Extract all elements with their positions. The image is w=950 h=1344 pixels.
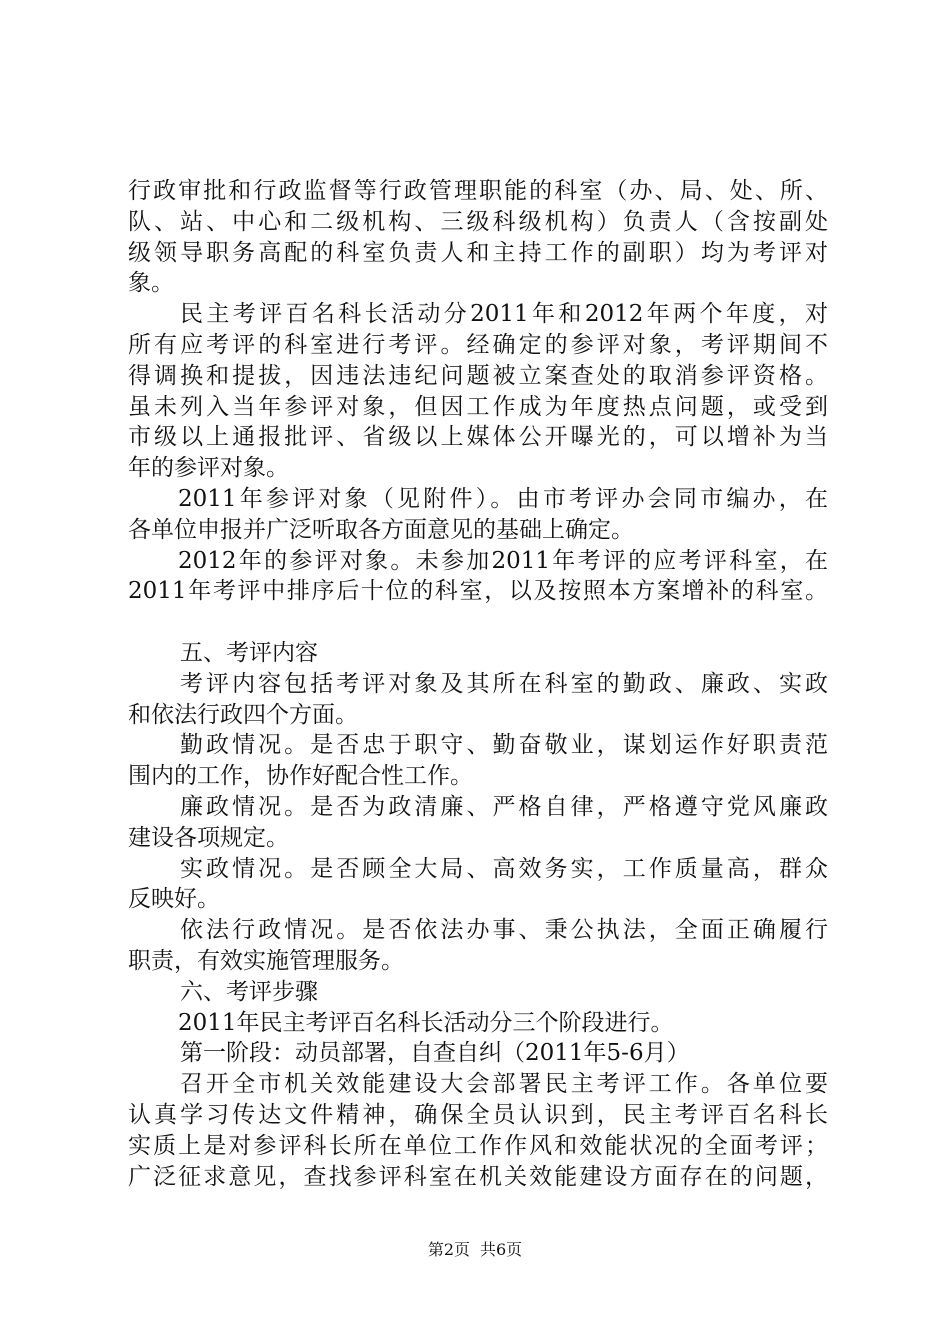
paragraph-line: 2011年考评中排序后十位的科室，以及按照本方案增补的科室。 — [128, 578, 828, 605]
page-total: 共6页 — [480, 1240, 523, 1259]
paragraph-line: 职责，有效实施管理服务。 — [128, 947, 404, 974]
paragraph-line: 得调换和提拔，因违法违纪问题被立案查处的取消参评资格。 — [128, 362, 828, 389]
paragraph-line: 级领导职务高配的科室负责人和主持工作的副职）均为考评对 — [128, 239, 828, 266]
paragraph-line: 所有应考评的科室进行考评。经确定的参评对象，考评期间不 — [128, 331, 828, 358]
paragraph-line: 年的参评对象。 — [128, 455, 289, 482]
document-body — [128, 176, 828, 1192]
paragraph-line: 和依法行政四个方面。 — [128, 701, 358, 728]
page-footer — [0, 1240, 950, 1260]
page-number: 第2页 — [427, 1240, 470, 1259]
paragraph-line: 实政情况。是否顾全大局、高效务实，工作质量高，群众 — [180, 855, 828, 882]
paragraph-line: 队、站、中心和二级机构、三级科级机构）负责人（含按副处 — [128, 208, 828, 235]
paragraph-line: 市级以上通报批评、省级以上媒体公开曝光的，可以增补为当 — [128, 424, 828, 451]
paragraph-line: 行政审批和行政监督等行政管理职能的科室（办、局、处、所、 — [128, 178, 828, 204]
paragraph-line: 围内的工作，协作好配合性工作。 — [128, 763, 473, 790]
paragraph-line: 广泛征求意见，查找参评科室在机关效能建设方面存在的问题， — [128, 1163, 828, 1190]
paragraph-line: 2012年的参评对象。未参加2011年考评的应考评科室，在 — [178, 547, 828, 574]
paragraph-line: 2011年民主考评百名科长活动分三个阶段进行。 — [178, 1009, 674, 1036]
paragraph-line: 认真学习传达文件精神，确保全员认识到，民主考评百名科长 — [128, 1101, 828, 1128]
section-heading: 六、考评步骤 — [180, 978, 318, 1005]
paragraph-line: 民主考评百名科长活动分2011年和2012年两个年度，对 — [180, 301, 828, 328]
blank-line — [128, 607, 828, 638]
paragraph-line: 各单位申报并广泛听取各方面意见的基础上确定。 — [128, 516, 634, 543]
paragraph-line: 依法行政情况。是否依法办事、秉公执法，全面正确履行 — [180, 917, 828, 944]
section-heading: 五、考评内容 — [180, 639, 318, 666]
paragraph-line: 建设各项规定。 — [128, 824, 289, 851]
paragraph-line: 廉政情况。是否为政清廉、严格自律，严格遵守党风廉政 — [180, 793, 828, 820]
paragraph-line: 勤政情况。是否忠于职守、勤奋敬业，谋划运作好职责范 — [180, 732, 828, 759]
paragraph-line: 反映好。 — [128, 886, 220, 913]
paragraph-line: 考评内容包括考评对象及其所在科室的勤政、廉政、实政 — [180, 670, 828, 697]
subsection-heading: 第一阶段：动员部署，自查自纠（2011年5-6月） — [180, 1040, 690, 1067]
paragraph-line: 召开全市机关效能建设大会部署民主考评工作。各单位要 — [180, 1071, 828, 1098]
paragraph-line: 象。 — [128, 270, 174, 297]
paragraph-line: 虽未列入当年参评对象，但因工作成为年度热点问题，或受到 — [128, 393, 828, 420]
paragraph-line: 实质上是对参评科长所在单位工作作风和效能状况的全面考评； — [128, 1132, 828, 1159]
paragraph-line: 2011年参评对象（见附件）。由市考评办会同市编办，在 — [178, 485, 828, 512]
